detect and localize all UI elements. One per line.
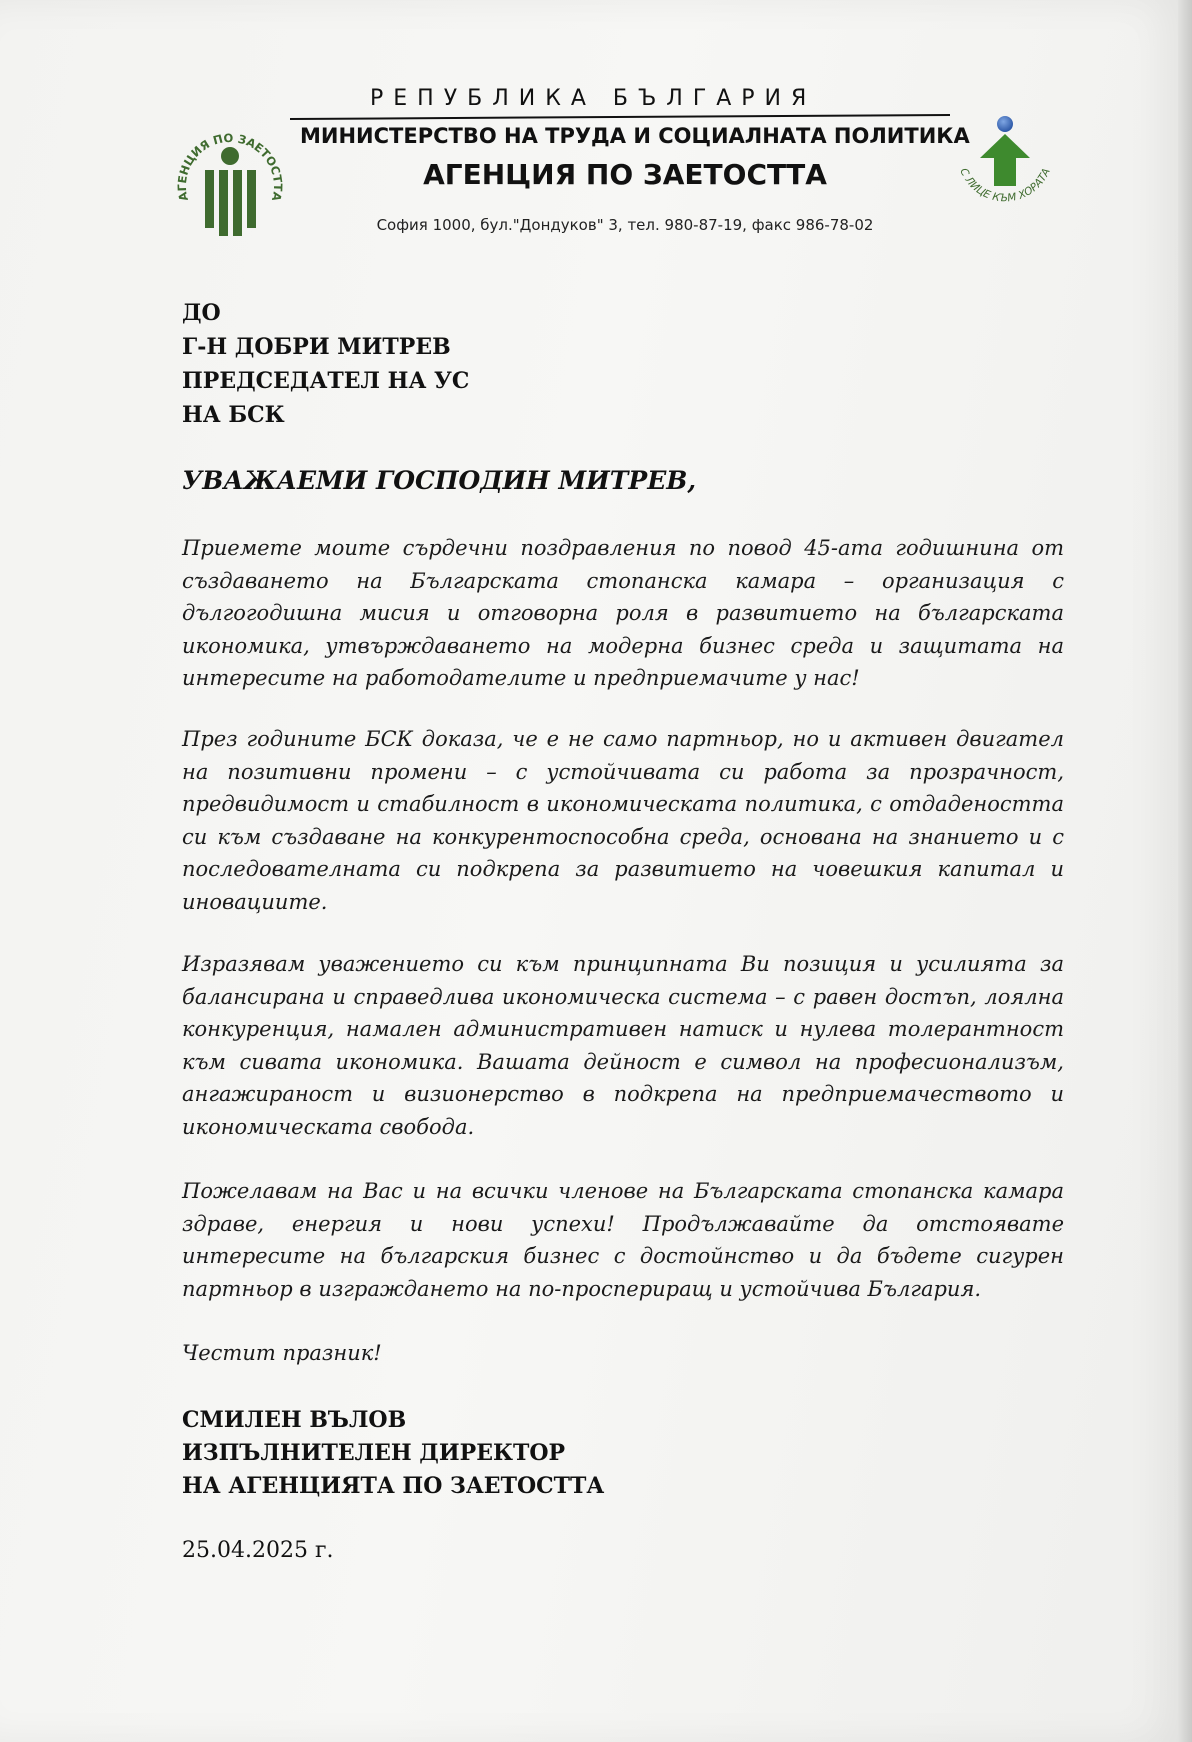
svg-text:АГЕНЦИЯ ПО ЗАЕТОСТТА: АГЕНЦИЯ ПО ЗАЕТОСТТА [175, 130, 285, 203]
letter-date: 25.04.2025 г. [182, 1538, 334, 1563]
addressee-line: ДО [182, 300, 221, 326]
signature-line: ИЗПЪЛНИТЕЛЕН ДИРЕКТОР [182, 1440, 566, 1466]
addressee-block [182, 296, 469, 432]
letterhead-divider [290, 114, 950, 120]
body-paragraph: Изразявам уважението си към принципната Ви позиция и усилията за балансирана и справедлива икономическа система – с равен достъп, лоялна конкуренция, намален административен натиск и нулева толерантност към сивата икономика. Вашата дейност е символ на професионализъм, ангажираност и визионерство в подкрепа на предприемачеството и икономическата свобода. [182, 952, 1064, 1139]
body-paragraph: Приемете моите сърдечни поздравления по повод 45-ата годишнина от създаването на Българската стопанска камара – организация с дългогодишна мисия и отговорна роля в развитието на българската икономика, утвърждаването на модерна бизнес среда и защитата на интересите на работодателите и предприемачите у нас! [182, 536, 1064, 690]
arrow-globe-logo-icon [950, 110, 1060, 220]
paper-edge-shadow [1178, 0, 1192, 1742]
addressee-line: НА БСК [182, 402, 285, 428]
svg-text:С ЛИЦЕ КЪМ ХОРАТА: С ЛИЦЕ КЪМ ХОРАТА [957, 166, 1053, 205]
letterhead-country: РЕПУБЛИКА БЪЛГАРИЯ [370, 86, 817, 111]
agency-logo-icon [175, 110, 285, 240]
letterhead-address: София 1000, бул."Дондуков" 3, тел. 980-87-19, факс 986-78-02 [376, 216, 874, 234]
body-paragraph: Пожелавам на Вас и на всички членове на Българската стопанска камара здраве, енергия и нови успехи! Продължавайте да отстоявате интересите на българския бизнес с достойнство и да бъдете сигурен партньор в изграждането на по-проспериращ и устойчива България. [182, 1179, 1064, 1301]
signature-line: НА АГЕНЦИЯТА ПО ЗАЕТОСТТА [182, 1473, 605, 1499]
body-paragraph: През годините БСК доказа, че е не само партньор, но и активен двигател на позитивни промени – с устойчивата си работа за прозрачност, предвидимост и стабилност в икономическата политика, с отдадеността си към създаване на конкурентоспособна среда, основана на знанието и с последователната си подкрепа за развитието на човешкия капитал и иновациите. [182, 727, 1064, 914]
letterhead-agency: АГЕНЦИЯ ПО ЗАЕТОСТТА [423, 158, 827, 191]
salutation: УВАЖАЕМИ ГОСПОДИН МИТРЕВ, [182, 466, 697, 495]
letterhead-ministry: МИНИСТЕРСТВО НА ТРУДА И СОЦИАЛНАТА ПОЛИТИКА [300, 124, 970, 148]
addressee-line: ПРЕДСЕДАТЕЛ НА УС [182, 368, 470, 394]
signature-line: СМИЛЕН ВЪЛОВ [182, 1407, 407, 1433]
addressee-line: Г-Н ДОБРИ МИТРЕВ [182, 334, 451, 360]
closing-line: Честит празник! [182, 1341, 382, 1365]
signature-block [182, 1404, 604, 1503]
